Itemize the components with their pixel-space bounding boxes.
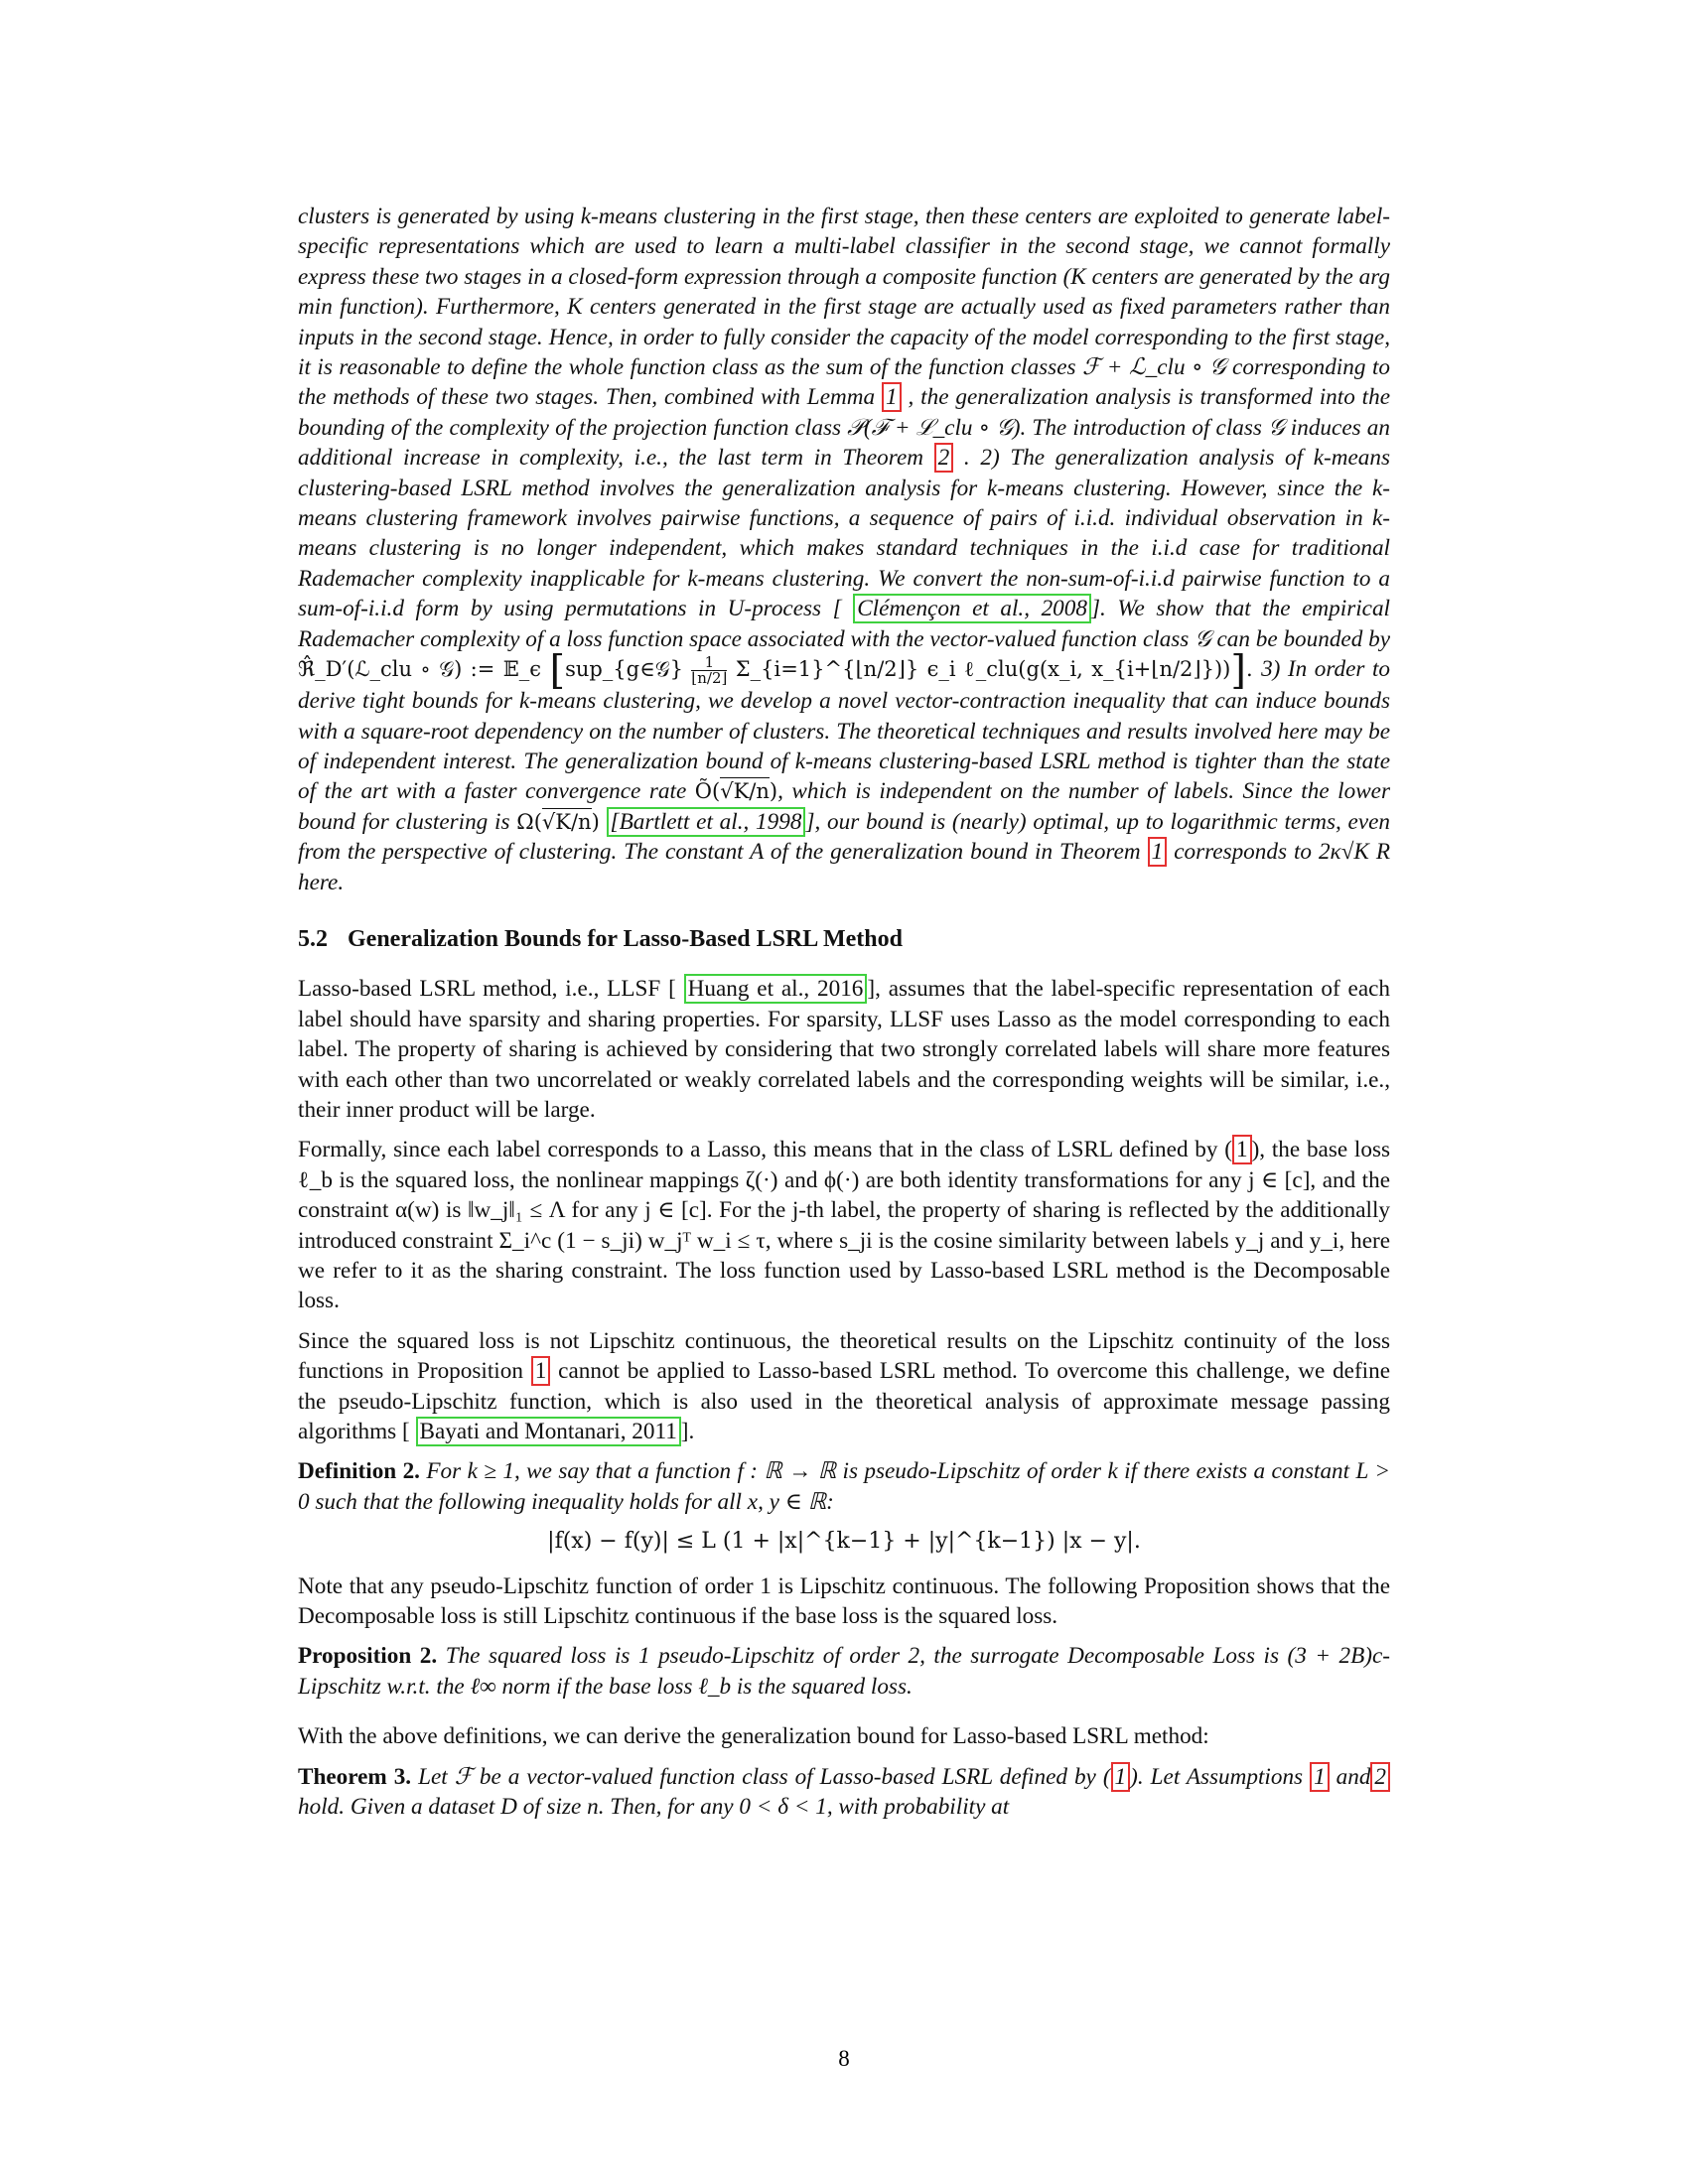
section-heading: 5.2 Generalization Bounds for Lasso-Based LSRL Method [298, 925, 903, 952]
citation-clemencon[interactable]: Clémençon et al., 2008 [853, 594, 1091, 623]
pseudo-lipschitz-inequality: |f(x) − f(y)| ≤ L (1 + |x|^{k−1} + |y|^{k−1}) |x − y|. [547, 1529, 1141, 1555]
citation-huang[interactable]: Huang et al., 2016 [684, 974, 868, 1004]
theorem-3: Theorem 3. Let ℱ be a vector-valued function class of Lasso-based LSRL defined by ( 1 ). Let Assumptions 1 and 2 hold. Given a dataset D of size n. Then, for any 0 < δ < 1, with probability at [298, 1762, 1390, 1823]
citation-bartlett[interactable]: [Bartlett et al., 1998 [607, 807, 806, 837]
assumption-1-ref[interactable]: 1 [1310, 1762, 1330, 1792]
assumption-2-ref[interactable]: 2 [1370, 1762, 1390, 1792]
theorem-1-ref[interactable]: 1 [1148, 837, 1168, 867]
page-number: 8 [838, 2046, 850, 2071]
note-paragraph: Note that any pseudo-Lipschitz function of order 1 is Lipschitz continuous. The following Proposition shows that the Decomposable loss is still Lipschitz continuous if the base loss is the squared loss. [298, 1572, 1390, 1630]
contribution-paragraph: clusters is generated by using k-means clustering in the first stage, then these centers are exploited to generate label-specific representations which are used to learn a multi-label classifier in the second stage, we cannot formally express these two stages in a closed-form expression through a composite function (K centers are generated by the arg min function). Furthermore, K centers generated in the first stage are actually used as fixed parameters rather than inputs in the second stage. Hence, in order to fully consider the capacity of the model corresponding to the first stage, it is reasonable to define the whole function class as the sum of the function classes ℱ + ℒ_clu ∘ 𝒢 corresponding to the methods of these two stages. Then, combined with Lemma 1 , the generalization analysis is transformed into the bounding of the complexity of the projection function class 𝒫(ℱ + ℒ_clu ∘ 𝒢). The introduction of class 𝒢 induces an additional increase in complexity, i.e., the last term in Theorem 2 . 2) The generalization analysis of k-means clustering-based LSRL method involves the generalization analysis for k-means clustering. However, since the k-means clustering framework involves pairwise functions, a sequence of pairs of i.i.d. individual observation in k-means clustering is no longer independent, which makes standard techniques in the i.i.d case for traditional Rademacher complexity inapplicable for k-means clustering. We convert the non-sum-of-i.i.d pairwise function to a sum-of-i.i.d form by using permutations in U-process [ Clémençon et al., 2008 ]. We show that the empirical Rademacher complexity of a loss function space associated with the vector-valued function class 𝒢 can be bounded by ℜ̂_D′(ℒ_clu ∘ 𝒢) := 𝔼_ϵ [sup_{g∈𝒢} $\frac{1}{⌊n/2⌋}$ Σ_{i=1}^{⌊n/2⌋} ϵ_i ℓ_clu(g(x_i, x_{i+⌊n/2⌋}))]. 3) In order to derive tight bounds for k-means clustering, we develop a novel vector-contraction inequality that can induce bounds with a square-root dependency on the number of clusters. The theoretical techniques and results involved here may be of independent interest. The generalization bound of k-means clustering-based LSRL method is tighter than the state of the art with a faster convergence rate Õ(√K/n), which is independent on the number of labels. Since the lower bound for clustering is Ω(√K/n) [Bartlett et al., 1998 ], our bound is (nearly) optimal, up to logarithmic terms, even from the perspective of clustering. The constant A of the generalization bound in Theorem 1 corresponds to 2κ√K R here. [298, 204, 1391, 895]
lower-bound: Ω(√K/n) [516, 809, 600, 834]
equation-ref-2[interactable]: 1 [1111, 1762, 1131, 1792]
citation-bayati[interactable]: Bayati and Montanari, 2011 [416, 1417, 681, 1446]
lasso-intro-paragraph: Lasso-based LSRL method, i.e., LLSF [ Huang et al., 2016 ], assumes that the label-specific representation of each label should have sparsity and sharing properties. For sparsity, LLSF uses Lasso as the model corresponding to each label. The property of sharing is achieved by considering that two strongly correlated labels will share more features with each other than two uncorrelated or weakly correlated labels and the corresponding weights will be similar, i.e., their inner product will be large. [298, 976, 1391, 1123]
rademacher-formula: ℜ̂_D′(ℒ_clu ∘ 𝒢) := 𝔼_ϵ [sup_{g∈𝒢} $\frac{1}{⌊n/2⌋}$ Σ_{i=1}^{⌊n/2⌋} ϵ_i ℓ_clu(g(x_i, x_{i+⌊n/2⌋}))]. [298, 647, 1262, 694]
derive-paragraph: With the above definitions, we can derive the generalization bound for Lasso-based LSRL method: [298, 1723, 1209, 1750]
proposition-ref[interactable]: 1 [531, 1356, 551, 1386]
definition-2: Definition 2. For k ≥ 1, we say that a function f : ℝ → ℝ is pseudo-Lipschitz of order k if there exists a constant L > 0 such that the following inequality holds for all x, y ∈ ℝ: [298, 1458, 1390, 1515]
equation-ref[interactable]: 1 [1232, 1135, 1252, 1164]
formal-paragraph: Formally, since each label corresponds to a Lasso, this means that in the class of LSRL defined by ( 1 ), the base loss ℓ_b is the squared loss, the nonlinear mappings ζ(·) and ϕ(·) are both identity transformations for any j ∈ [c], and the constraint α(w) is ‖w_j‖₁ ≤ Λ for any j ∈ [c]. For the j-th label, the property of sharing is reflected by the additionally introduced constraint Σ_i^c (1 − s_ji) w_jᵀ w_i ≤ τ, where s_ji is the cosine similarity between labels y_j and y_i, here we refer to it as the sharing constraint. The loss function used by Lasso-based LSRL method is the Decomposable loss. [298, 1137, 1390, 1314]
proposition-2: Proposition 2. The squared loss is 1 pseudo-Lipschitz of order 2, the surrogate Decomposable Loss is (3 + 2B)c-Lipschitz w.r.t. the ℓ∞ norm if the base loss ℓ_b is the squared loss. [298, 1643, 1390, 1700]
paper-page [298, 202, 1390, 1823]
lipschitz-paragraph: Since the squared loss is not Lipschitz continuous, the theoretical results on the Lipschitz continuity of the loss functions in Proposition 1 cannot be applied to Lasso-based LSRL method. To overcome this challenge, we define the pseudo-Lipschitz function, which is also used in the theoretical analysis of approximate message passing algorithms [ Bayati and Montanari, 2011 ]. [298, 1327, 1391, 1445]
lemma-ref[interactable]: 1 [882, 382, 902, 412]
theorem-ref[interactable]: 2 [934, 443, 954, 473]
rate-bound: Õ(√K/n) [694, 779, 778, 804]
